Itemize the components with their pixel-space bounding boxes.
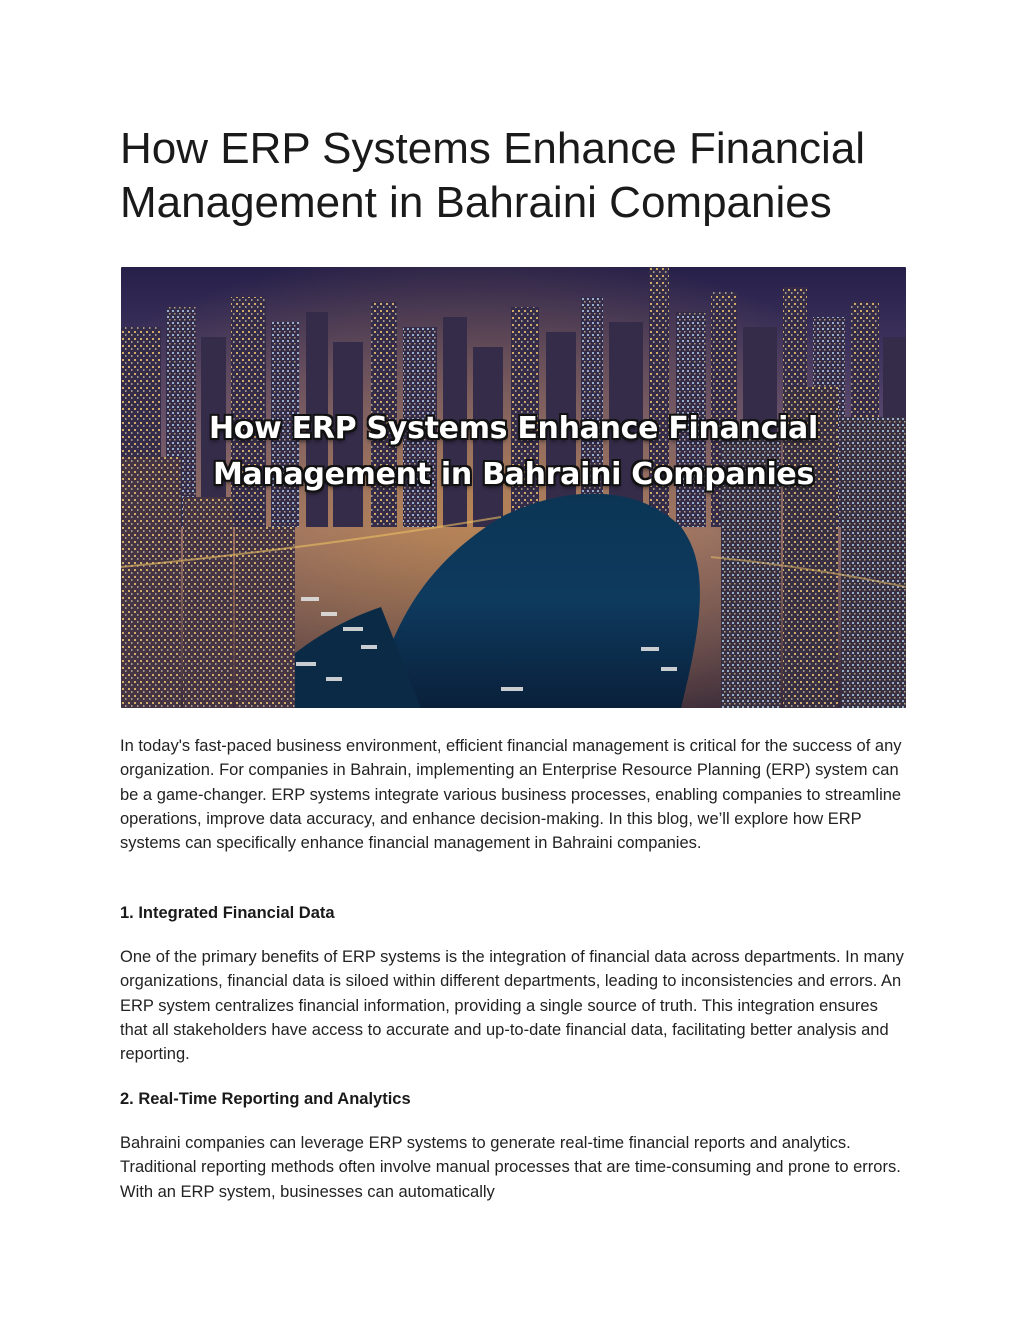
intro-paragraph: In today's fast-paced business environment, efficient financial management is critical for the success of any organization. For companies in Bahrain, implementing an Enterprise Resource Planning (ERP) system can be a game-changer. ERP systems integrate various business processes, enabling companies to streamline operations, improve data accuracy, and enhance decision-making. In this blog, we’ll explore how ERP systems can specifically enhance financial management in Bahraini companies. bbox=[120, 737, 902, 853]
hero-caption bbox=[121, 406, 906, 498]
hero-caption-line: How ERP Systems Enhance Financial bbox=[209, 411, 818, 446]
section-heading: 1. Integrated Financial Data bbox=[120, 904, 335, 922]
section-paragraph: One of the primary benefits of ERP systems is the integration of financial data across departments. In many organizations, financial data is siloed within different departments, leading to inconsistencies and errors. An ERP system centralizes financial information, providing a single source of truth. This integration ensures that all stakeholders have access to accurate and up-to-date financial data, facilitating better analysis and reporting. bbox=[120, 948, 904, 1064]
document-title: How ERP Systems Enhance Financial Management in Bahraini Companies bbox=[120, 124, 866, 227]
section-paragraph: Bahraini companies can leverage ERP systems to generate real-time financial reports and analytics. Traditional reporting methods often involve manual processes that are time-consuming and prone to errors. With an ERP system, businesses can automatically bbox=[120, 1134, 901, 1201]
section-heading: 2. Real-Time Reporting and Analytics bbox=[120, 1090, 411, 1108]
hero-caption-line: Management in Bahraini Companies bbox=[212, 457, 815, 492]
hero-image bbox=[121, 267, 906, 708]
